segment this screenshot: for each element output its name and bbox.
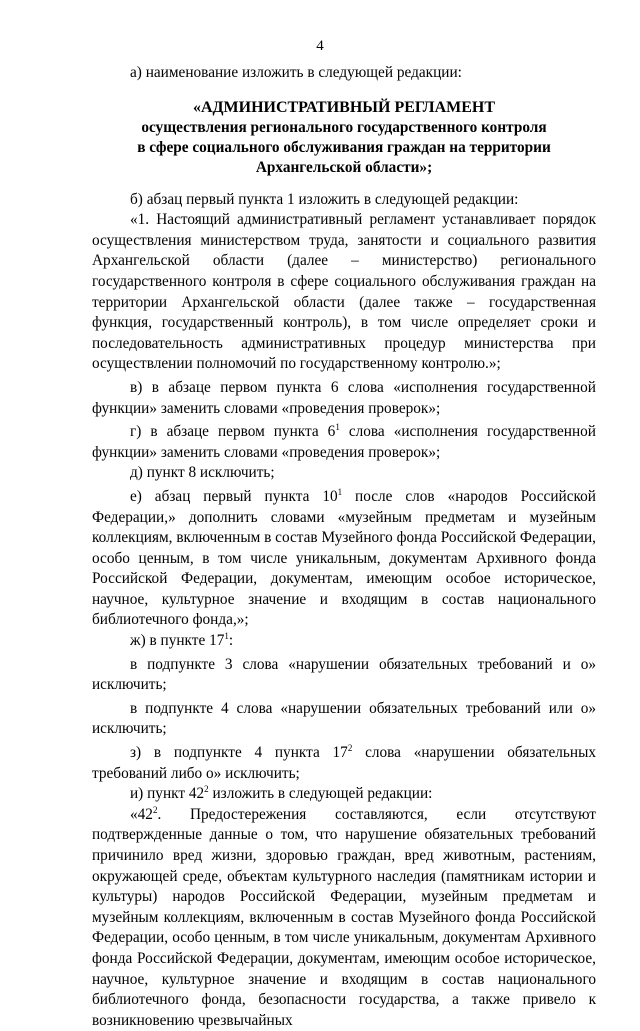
item-i-pre: и) пункт 42 xyxy=(130,785,205,803)
document-body xyxy=(92,63,596,1031)
item-b-text: «1. Настоящий административный регламент устанавливает порядок осуществления министерством труда, занятости и социального развития Архангельской области (далее – министерство) регионального государственного контроля в сфере социального обслуживания граждан на территории Архангельской области (далее также – государственная функция, государственный контроль), в том числе определяет сроки и последовательность административных процедур министерства при осуществлении полномочий по государственному контролю.»; xyxy=(92,211,596,373)
item-zh-sup: 1 xyxy=(224,631,229,642)
item-z-sup: 2 xyxy=(347,743,353,754)
item-i-sup: 2 xyxy=(204,784,209,795)
item-i-post: изложить в следующей редакции: xyxy=(208,785,433,803)
item-a: а) наименование изложить в следующей редакции: xyxy=(130,64,462,81)
item-zh xyxy=(92,631,596,652)
item-z-post: слова «нарушении обязательных требований либо о» исключить; xyxy=(92,744,596,782)
item-i-text-post: . Предостережения составляются, если отсутствуют подтвержденные данные о том, что нарушение обязательных требований причинило вред жизни, здоровью граждан, вред животным, растениям, окружающей среде, объектам культурного наследия (памятникам истории и культуры) народов Российской Федерации, музейным предметам и музейным коллекциям, включенным в состав Музейного фонда Российской Федерации, особо ценным, в том числе уникальным, документам Архивного фонда Российской Федерации, документам, имеющим особое историческое, научное, культурное значение и входящим в состав национального библиотечного фонда, безопасности государства, а также привело к возникновению чрезвычайных xyxy=(92,805,596,1029)
item-g xyxy=(92,422,596,463)
item-z-pre: з) в подпункте 4 пункта 17 xyxy=(130,744,348,762)
item-e-post: после слов «народов Российской Федерации,» дополнить словами «музейным предметам и музейным коллекциям, включенным в состав Музейного фонда Российской Федерации, особо ценным, в том числе уникальным, документам Архивного фонда Российской Федерации, документам, имеющим особое историческое, научное, культурное значение и входящим в состав национального библиотечного фонда,»; xyxy=(92,487,596,629)
item-b: б) абзац первый пункта 1 изложить в следующей редакции: xyxy=(130,190,519,208)
regulation-title xyxy=(92,98,596,178)
item-zh-pre: ж) в пункте 17 xyxy=(130,632,225,650)
item-g-sup: 1 xyxy=(335,422,340,433)
item-i-text xyxy=(92,805,596,1031)
title-line-2: осуществления регионального государственного контроля xyxy=(141,118,547,136)
title-line-1: «АДМИНИСТРАТИВНЫЙ РЕГЛАМЕНТ xyxy=(192,98,496,116)
item-e-pre: е) абзац первый пункта 10 xyxy=(130,487,338,505)
item-zh-post: : xyxy=(228,632,234,650)
item-d: д) пункт 8 исключить; xyxy=(130,464,275,482)
item-i xyxy=(92,784,596,805)
page-number: 4 xyxy=(316,38,324,54)
item-e xyxy=(92,487,596,631)
item-e-sup: 1 xyxy=(337,486,343,497)
item-v: в) в абзаце первом пункта 6 слова «исполнения государственной функции» заменить словами «проведения проверок»; xyxy=(92,378,596,417)
item-i-text-pre: «42 xyxy=(130,805,153,823)
title-line-3: в сфере социального обслуживания граждан на территории xyxy=(137,138,551,156)
item-zh-1: в подпункте 3 слова «нарушении обязательных требований и о» исключить; xyxy=(92,655,596,694)
item-g-post: слова «исполнения государственной функции» заменить словами «проведения проверок»; xyxy=(92,423,596,461)
item-z xyxy=(92,743,596,784)
item-g-pre: г) в абзаце первом пункта 6 xyxy=(130,423,336,441)
item-i-text-sup: 2 xyxy=(152,804,158,815)
item-zh-2: в подпункте 4 слова «нарушении обязательных требований или о» исключить; xyxy=(92,699,596,738)
title-line-4: Архангельской области»; xyxy=(255,158,433,176)
